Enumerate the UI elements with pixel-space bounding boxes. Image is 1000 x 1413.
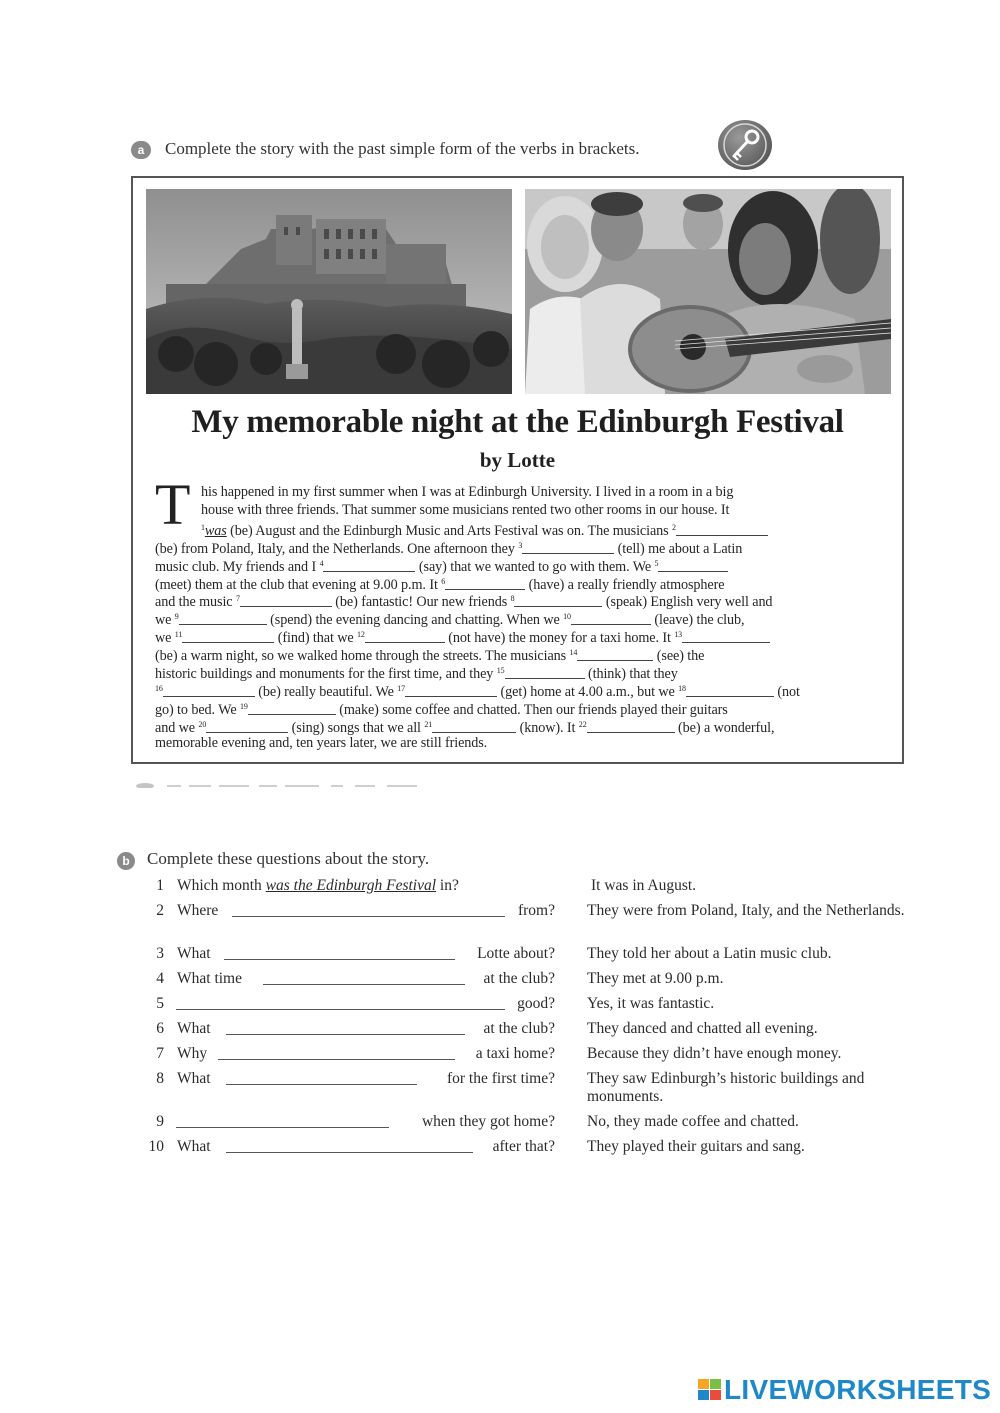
- story-text-segment: (make) some coffee and chatted. Then our friends played their guitars: [335, 701, 728, 718]
- question-number: 8: [156, 1070, 164, 1087]
- story-text-segment: (see) the: [653, 648, 705, 665]
- answer-blank[interactable]: [571, 612, 651, 625]
- gap-number: 12: [357, 630, 365, 640]
- example-answer: was the Edinburgh Festival: [265, 877, 437, 894]
- story-text-segment: we: [155, 630, 175, 647]
- story-text-segment: (be) really beautiful. We: [254, 683, 398, 700]
- question-number: 6: [156, 1020, 164, 1037]
- story-text-segment: (say) that we wanted to go with them. We: [415, 558, 655, 575]
- section-b-badge: b: [117, 852, 135, 870]
- question-answer-line[interactable]: [226, 1152, 473, 1153]
- gap-number: 11: [174, 630, 183, 640]
- gap-number: 10: [563, 612, 571, 622]
- gap-number: 9: [174, 612, 179, 622]
- question-tail: for the first time?: [446, 1070, 555, 1087]
- section-a-instruction: Complete the story with the past simple form of the verbs in brackets.: [165, 139, 640, 158]
- gap-number: 3: [518, 540, 523, 550]
- question-number: 1: [156, 877, 164, 894]
- question-text: Which month was the Edinburgh Festival in?: [177, 877, 459, 894]
- story-text-segment: (think) that they: [584, 666, 678, 682]
- answer-text: No, they made coffee and chatted.: [587, 1113, 799, 1130]
- gap-number: 17: [397, 683, 406, 693]
- question-lead: Why: [177, 1045, 208, 1062]
- story-text-segment: go) to bed. We: [155, 701, 240, 718]
- answer-blank[interactable]: [522, 541, 614, 554]
- answer-blank[interactable]: [577, 648, 653, 661]
- answer-blank[interactable]: [179, 612, 267, 625]
- gap-number: 7: [235, 594, 240, 604]
- story-text-segment: (not have) the money for a taxi home. It: [444, 630, 675, 647]
- story-text-segment: (be) a warm night, so we walked home through the streets. The musicians: [155, 648, 570, 665]
- story-text-segment: we: [155, 612, 175, 629]
- question-lead: What: [177, 1070, 211, 1087]
- question-tail: at the club?: [483, 970, 555, 987]
- gap-number: 21: [424, 719, 433, 729]
- question-lead: Where: [177, 902, 219, 919]
- example-answer: was: [204, 522, 227, 539]
- section-a-badge: a: [131, 141, 151, 159]
- question-number: 9: [156, 1113, 164, 1130]
- section-b-instruction: Complete these questions about the story.: [147, 849, 430, 868]
- answer-blank[interactable]: [182, 630, 274, 643]
- story-text-segment: memorable evening and, ten years later, we are still friends.: [155, 734, 488, 751]
- story-text-segment: music club. My friends and I: [155, 558, 320, 575]
- story-text-segment: (spend) the evening dancing and chatting. When we: [266, 612, 564, 629]
- gap-number: 4: [319, 558, 324, 568]
- answer-text: They played their guitars and sang.: [587, 1138, 805, 1155]
- question-tail: Lotte about?: [477, 945, 555, 962]
- story-byline: by Lotte: [479, 448, 556, 472]
- castle-photo: [146, 189, 512, 394]
- answer-text: Because they didn’t have enough money.: [587, 1045, 842, 1062]
- story-text-segment: (sing) songs that we all: [288, 719, 425, 736]
- story-line: [201, 483, 733, 501]
- question-answer-line[interactable]: [226, 1084, 417, 1085]
- answer-blank[interactable]: [365, 630, 445, 643]
- question-answer-line[interactable]: [232, 916, 505, 917]
- story-text-segment: historic buildings and monuments for the first time, and they: [155, 666, 497, 682]
- gap-number: 16: [155, 683, 163, 693]
- story-line: [155, 734, 487, 752]
- story-title: My memorable night at the Edinburgh Festival: [191, 404, 844, 440]
- story-text-segment: (be) from Poland, Italy, and the Netherlands. One afternoon they: [155, 540, 519, 557]
- gap-number: 13: [674, 630, 683, 640]
- question-answer-line[interactable]: [226, 1034, 465, 1035]
- story-text-segment: (find) that we: [274, 630, 358, 647]
- answer-blank[interactable]: [248, 702, 336, 715]
- story-text-segment: (be) fantastic! Our new friends: [331, 594, 511, 611]
- musicians-photo: [525, 189, 891, 394]
- question-number: 5: [156, 995, 164, 1012]
- gap-number: 14: [569, 648, 578, 658]
- gap-number: 8: [510, 594, 515, 604]
- story-text-segment: house with three friends. That summer some musicians rented two other rooms in our house. It: [201, 501, 730, 518]
- question-answer-line[interactable]: [263, 984, 465, 985]
- question-answer-line[interactable]: [224, 959, 455, 960]
- answer-blank[interactable]: [587, 720, 675, 733]
- answer-blank[interactable]: [445, 577, 525, 590]
- story-text-segment: (leave) the club,: [650, 612, 745, 629]
- story-text-segment: (speak) English very well and: [602, 594, 773, 611]
- story-frame: [131, 176, 904, 764]
- question-lead: What: [177, 945, 211, 962]
- answer-blank[interactable]: [686, 684, 774, 697]
- answer-text: They told her about a Latin music club.: [587, 945, 832, 962]
- answer-blank[interactable]: [432, 720, 516, 733]
- gap-number: 6: [441, 576, 446, 586]
- story-dropcap: T: [155, 472, 191, 537]
- answer-text: They met at 9.00 p.m.: [587, 970, 724, 987]
- answer-blank[interactable]: [682, 630, 770, 643]
- question-tail: after that?: [492, 1138, 555, 1155]
- answer-blank[interactable]: [658, 559, 728, 572]
- gap-number: 1: [201, 522, 205, 532]
- story-text-segment: (tell) me about a Latin: [614, 540, 743, 557]
- answer-blank[interactable]: [323, 559, 415, 572]
- question-number: 3: [156, 945, 164, 962]
- question-lead: What: [177, 1138, 211, 1155]
- answer-blank[interactable]: [676, 523, 768, 536]
- question-tail: good?: [517, 995, 555, 1012]
- question-lead: What time: [177, 970, 242, 987]
- answer-text: They were from Poland, Italy, and the Netherlands.: [587, 902, 905, 919]
- story-text-segment: his happened in my first summer when I was at Edinburgh University. I lived in a room in a big: [201, 484, 734, 500]
- question-number: 4: [156, 970, 164, 987]
- question-answer-line[interactable]: [218, 1059, 455, 1060]
- story-text-segment: (meet) them at the club that evening at 9.00 p.m. It: [155, 576, 442, 593]
- answer-text: Yes, it was fantastic.: [587, 995, 715, 1012]
- gap-number: 19: [239, 701, 248, 711]
- gap-number: 20: [198, 719, 207, 729]
- gap-number: 2: [672, 522, 676, 532]
- question-tail: a taxi home?: [475, 1045, 555, 1062]
- gap-number: 5: [654, 558, 659, 568]
- question-tail: when they got home?: [421, 1113, 555, 1130]
- story-line: [201, 501, 729, 519]
- question-lead: What: [177, 1020, 211, 1037]
- story-text-segment: (be) a wonderful,: [674, 719, 775, 736]
- gap-number: 18: [678, 683, 686, 693]
- question-number: 7: [156, 1045, 164, 1062]
- answer-text: They saw Edinburgh’s historic buildings and monuments.: [587, 1070, 865, 1105]
- question-answer-line[interactable]: [176, 1009, 505, 1010]
- question-tail: from?: [517, 902, 555, 919]
- answer-text: It was in August.: [591, 877, 697, 894]
- story-text-segment: (have) a really friendly atmosphere: [525, 576, 725, 593]
- answer-text: They danced and chatted all evening.: [587, 1020, 818, 1037]
- liveworksheets-logo-text: LIVEWORKSHEETS: [724, 1374, 992, 1405]
- question-answer-line[interactable]: [176, 1127, 389, 1128]
- answer-blank[interactable]: [505, 666, 585, 679]
- answer-blank[interactable]: [514, 594, 602, 607]
- answer-blank[interactable]: [405, 684, 497, 697]
- story-text-segment: (be) August and the Edinburgh Music and Arts Festival was on. The musicians: [226, 522, 673, 539]
- story-text-segment: (not: [773, 683, 800, 700]
- question-tail: at the club?: [483, 1020, 555, 1037]
- answer-blank[interactable]: [240, 594, 332, 607]
- story-text-segment: (get) home at 4.00 a.m., but we: [497, 683, 679, 700]
- answer-blank[interactable]: [163, 684, 255, 697]
- story-text-segment: and the music: [155, 594, 236, 611]
- question-number: 2: [156, 902, 164, 919]
- question-number: 10: [148, 1138, 164, 1155]
- gap-number: 22: [578, 719, 587, 729]
- cut-off-line: [135, 782, 435, 788]
- story-text-segment: and we: [155, 719, 199, 736]
- answer-blank[interactable]: [206, 720, 288, 733]
- story-text-segment: (know). It: [516, 719, 579, 736]
- gap-number: 15: [496, 666, 505, 675]
- liveworksheets-logo-icon: [698, 1379, 722, 1401]
- key-icon[interactable]: [718, 120, 772, 170]
